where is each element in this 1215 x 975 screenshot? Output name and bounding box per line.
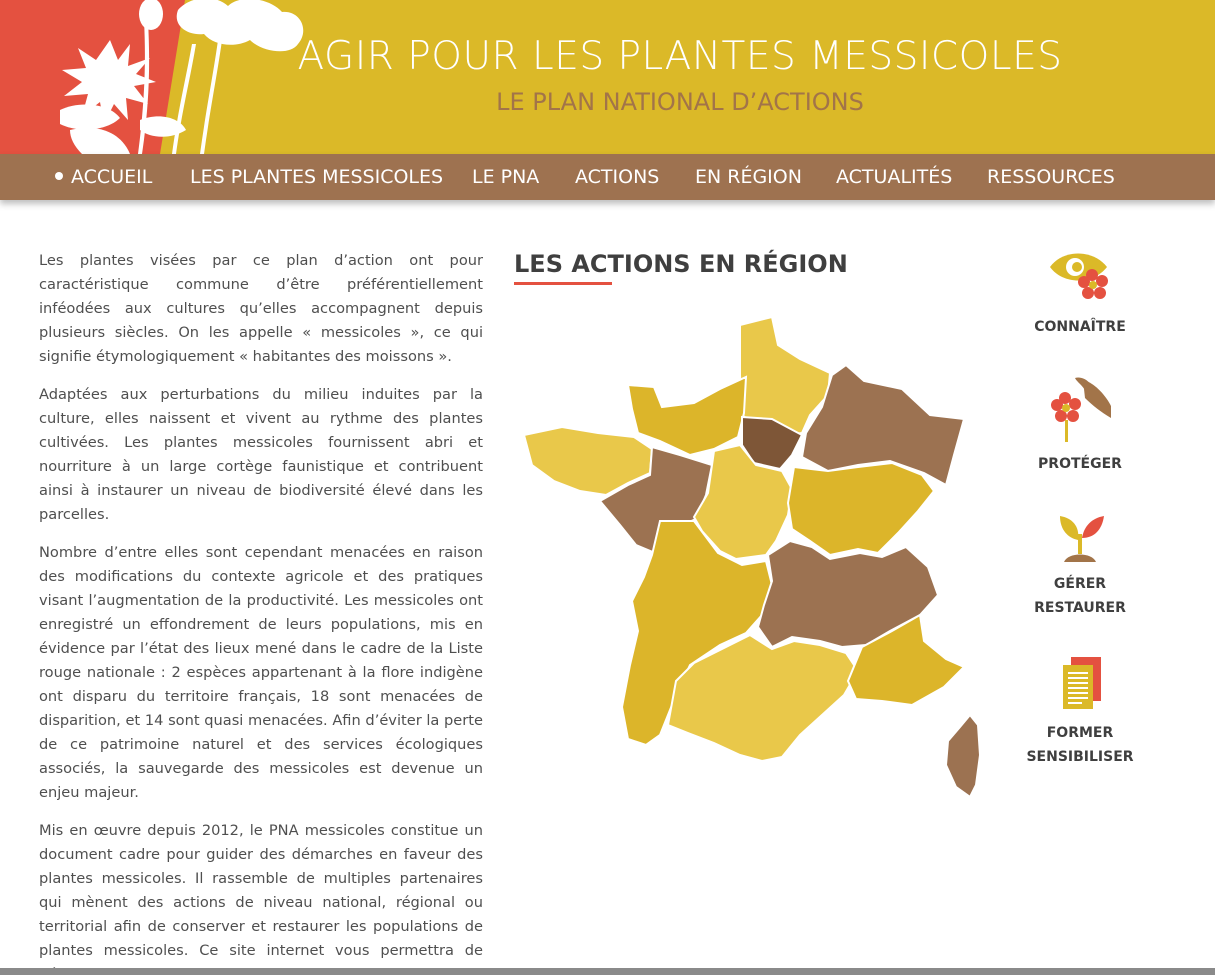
region-corse[interactable]: [946, 715, 980, 797]
action-label: PROTÉGER: [1038, 456, 1122, 472]
action-former-sensibiliser[interactable]: [1010, 655, 1150, 769]
action-label: CONNAÎTRE: [1034, 319, 1126, 335]
site-subtitle: LE PLAN NATIONAL D’ACTIONS: [496, 88, 864, 116]
heading-underline: [514, 282, 612, 285]
region-normandie[interactable]: [628, 377, 746, 455]
hand-flower-icon: [1045, 372, 1115, 446]
sprout-icon: [1050, 508, 1110, 566]
intro-text: [39, 249, 483, 975]
action-proteger[interactable]: [1010, 372, 1150, 476]
intro-paragraph: Les plantes visées par ce plan d’action ont pour caractéristique commune d’être préférentiellement inféodées aux cultures qu’elles accompagnent depuis plusieurs siècles. On les appelle « messicoles », ce qui signifie étymologiquement « habitantes des moissons ».: [39, 252, 483, 365]
nav-item-actions[interactable]: ACTIONS: [575, 166, 660, 188]
intro-paragraph: Adaptées aux perturbations du milieu induites par la culture, elles naissent et vivent au rythme des plantes cultivées. Les plantes messicoles fournissent abri et nourriture à un large cortège faunistique et contribuent ainsi à instaurer un niveau de biodiversité élevé dans les parcelles.: [39, 386, 483, 523]
main-nav: [0, 154, 1215, 200]
document-icon: [1055, 655, 1105, 715]
action-label: FORMER: [1046, 725, 1114, 741]
region-bourgogne-franche-comte[interactable]: [788, 463, 934, 555]
site-title[interactable]: AGIR POUR LES PLANTES MESSICOLES: [297, 34, 1063, 79]
nav-item-le-pna[interactable]: LE PNA: [472, 166, 540, 188]
action-gerer-restaurer[interactable]: [1010, 508, 1150, 620]
nav-item-plantes-messicoles[interactable]: LES PLANTES MESSICOLES: [190, 166, 444, 188]
france-regions-map: [510, 315, 990, 805]
nav-item-accueil[interactable]: [55, 154, 152, 200]
action-label: SENSIBILISER: [1026, 749, 1134, 765]
intro-paragraph: Nombre d’entre elles sont cependant menacées en raison des modifications du contexte agricole et des pratiques visant l’augmentation de la productivité. Les messicoles ont enregistré un effondrement de leurs populations, mis en évidence par l’état des lieux mené dans le cadre de la Liste rouge nationale : 2 espèces appartenant à la flore indigène ont disparu du territoire français, 18 sont menacées de disparition, et 14 sont quasi menacées. Afin d’éviter la perte de ce patrimoine naturel et des services écologiques associés, la sauvegarde des messicoles est devenue un enjeu majeur.: [39, 544, 483, 801]
action-label: GÉRER: [1053, 576, 1107, 592]
bottom-scroll-bar[interactable]: [0, 968, 1215, 975]
nav-label: ACCUEIL: [71, 166, 153, 188]
site-header: [0, 0, 1215, 154]
nav-item-ressources[interactable]: RESSOURCES: [987, 166, 1115, 188]
regions-heading: LES ACTIONS EN RÉGION: [514, 250, 848, 278]
action-label: RESTAURER: [1034, 600, 1126, 616]
nav-item-actualites[interactable]: ACTUALITÉS: [836, 166, 953, 188]
active-dot-icon: [55, 172, 63, 180]
eye-flower-icon: [1045, 245, 1115, 309]
intro-paragraph: Mis en œuvre depuis 2012, le PNA messicoles constitue un document cadre pour guider des démarches en faveur des plantes messicoles. Il rassemble de multiples partenaires qui mènent des actions de niveau national, régional ou territorial afin de conserver et restaurer les populations de plantes messicoles. Ce site internet vous permettra de: [39, 822, 483, 959]
nav-item-en-region[interactable]: EN RÉGION: [695, 166, 802, 188]
action-connaitre[interactable]: [1010, 245, 1150, 339]
